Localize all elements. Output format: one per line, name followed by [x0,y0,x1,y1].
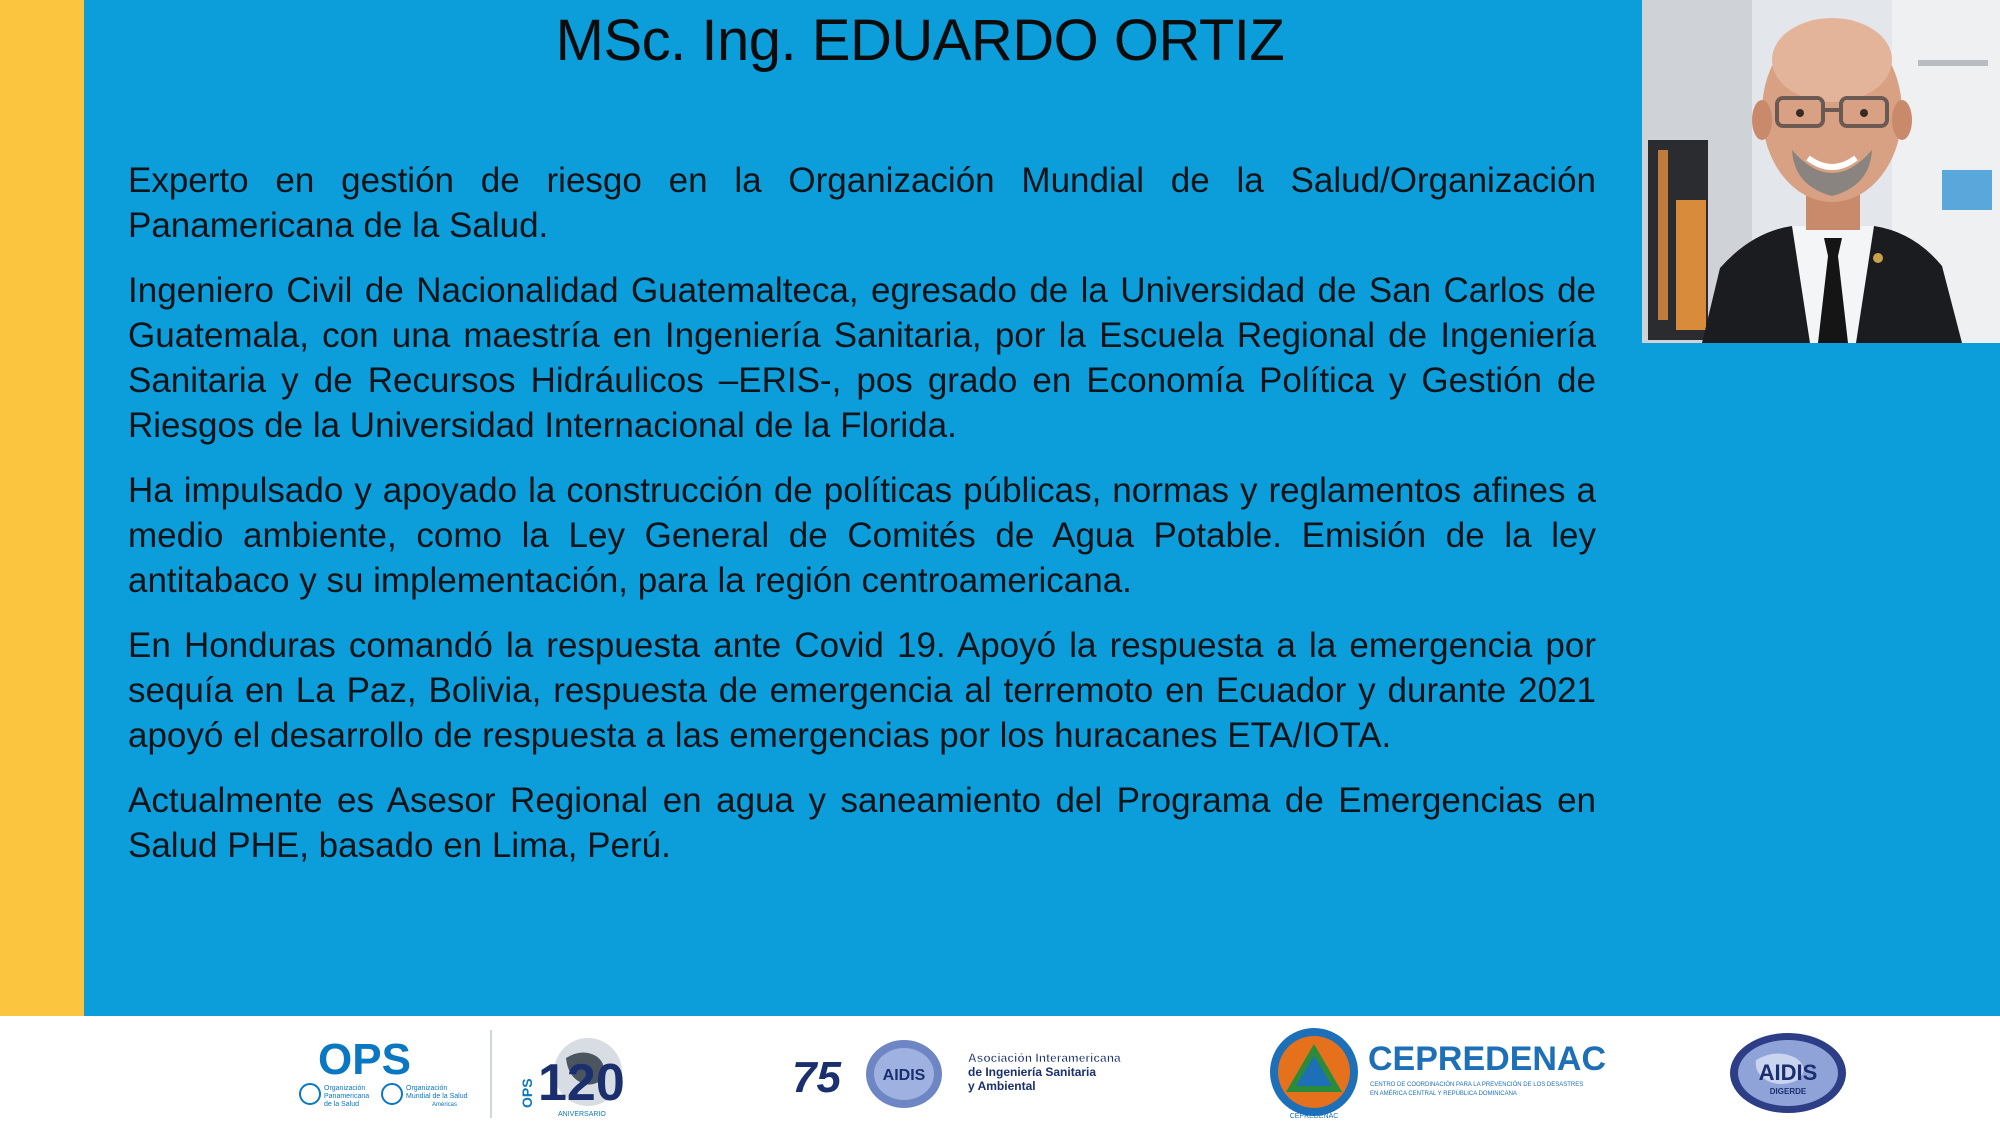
svg-text:DIGERDE: DIGERDE [1769,1087,1807,1096]
svg-text:Américas: Américas [432,1102,458,1108]
bio-paragraph: Ha impulsado y apoyado la construcción de políticas públicas, normas y reglamentos afines a medio ambiente, como la Ley General de Comités de Agua Potable. Emisión de la ley antitabaco y su implementación, para la región centroamericana. [128,471,1596,600]
aidis-75-mark [790,1034,1150,1114]
svg-text:EN AMÉRICA CENTRAL Y REPÚBLICA: EN AMÉRICA CENTRAL Y REPÚBLICA DOMINICANA [1370,1091,1517,1097]
bio-paragraph: Experto en gestión de riesgo en la Organización Mundial de la Salud/Organización Panamericana de la Salud. [128,161,1596,245]
bio-paragraph: Ingeniero Civil de Nacionalidad Guatemalteca, egresado de la Universidad de San Carlos de Guatemala, con una maestría en Ingeniería Sanitaria, por la Escuela Regional de Ingeniería Sanitaria y de Recursos Hidráulicos –ERIS-, pos grado en Economía Política y Gestión de Riesgos de la Universidad Internacional de la Florida. [128,271,1596,445]
ops-wordmark: OPS [318,1035,411,1084]
speaker-photo [1642,0,2000,343]
speaker-name-title: MSc. Ing. EDUARDO ORTIZ [555,8,1285,73]
svg-text:OPS: OPS [519,1078,535,1108]
bio-paragraph: En Honduras comandó la respuesta ante Covid 19. Apoyó la respuesta a la emergencia por sequía en La Paz, Bolivia, respuesta de emergencia al terremoto en Ecuador y durante 2021 apoyó el desarrollo de respuesta a las emergencias por los huracanes ETA/IOTA. [128,626,1596,755]
svg-text:CENTRO DE COORDINACIÓN PARA LA: CENTRO DE COORDINACIÓN PARA LA PREVENCIÓN DE LOS DESASTRES [1370,1082,1584,1088]
aidis-digerde-logo [1726,1030,1850,1116]
svg-text:Organización: Organización [406,1085,448,1092]
svg-text:CEPREDENAC: CEPREDENAC [1289,1113,1339,1120]
svg-text:Asociación Interamericana: Asociación Interamericana [968,1051,1121,1065]
ops-120-mark [518,1028,638,1122]
svg-text:de Ingeniería Sanitaria: de Ingeniería Sanitaria [968,1065,1097,1079]
speaker-portrait-image [1642,0,2000,343]
svg-text:AIDIS: AIDIS [882,1067,926,1084]
svg-text:de la Salud: de la Salud [324,1101,360,1108]
cepredenac-logo [1268,1022,1614,1122]
ops-logo [294,1030,472,1118]
aidis-digerde-mark [1726,1030,1850,1116]
ops-logo-mark [294,1030,472,1118]
aidis-75-logo [790,1034,1150,1114]
bio-paragraph: Actualmente es Asesor Regional en agua y saneamiento del Programa de Emergencias en Salud PHE, basado en Lima, Perú. [128,781,1596,865]
svg-text:120: 120 [538,1054,625,1112]
svg-text:75: 75 [792,1053,841,1102]
cepredenac-mark [1268,1022,1614,1122]
svg-text:y Ambiental: y Ambiental [968,1079,1036,1093]
cepredenac-wordmark: CEPREDENAC [1368,1040,1607,1078]
yellow-accent-bar [0,0,84,1016]
footer-logo-strip [0,1016,2000,1125]
speaker-bio [128,158,1596,888]
svg-text:Mundial de la Salud: Mundial de la Salud [406,1093,468,1100]
svg-text:Organización: Organización [324,1085,366,1092]
svg-text:AIDIS: AIDIS [1758,1060,1818,1085]
svg-text:Panamericana: Panamericana [324,1093,370,1100]
ops-120-anniversary-logo [518,1028,638,1122]
svg-text:ANIVERSARIO: ANIVERSARIO [558,1111,606,1118]
footer-divider [490,1030,492,1118]
